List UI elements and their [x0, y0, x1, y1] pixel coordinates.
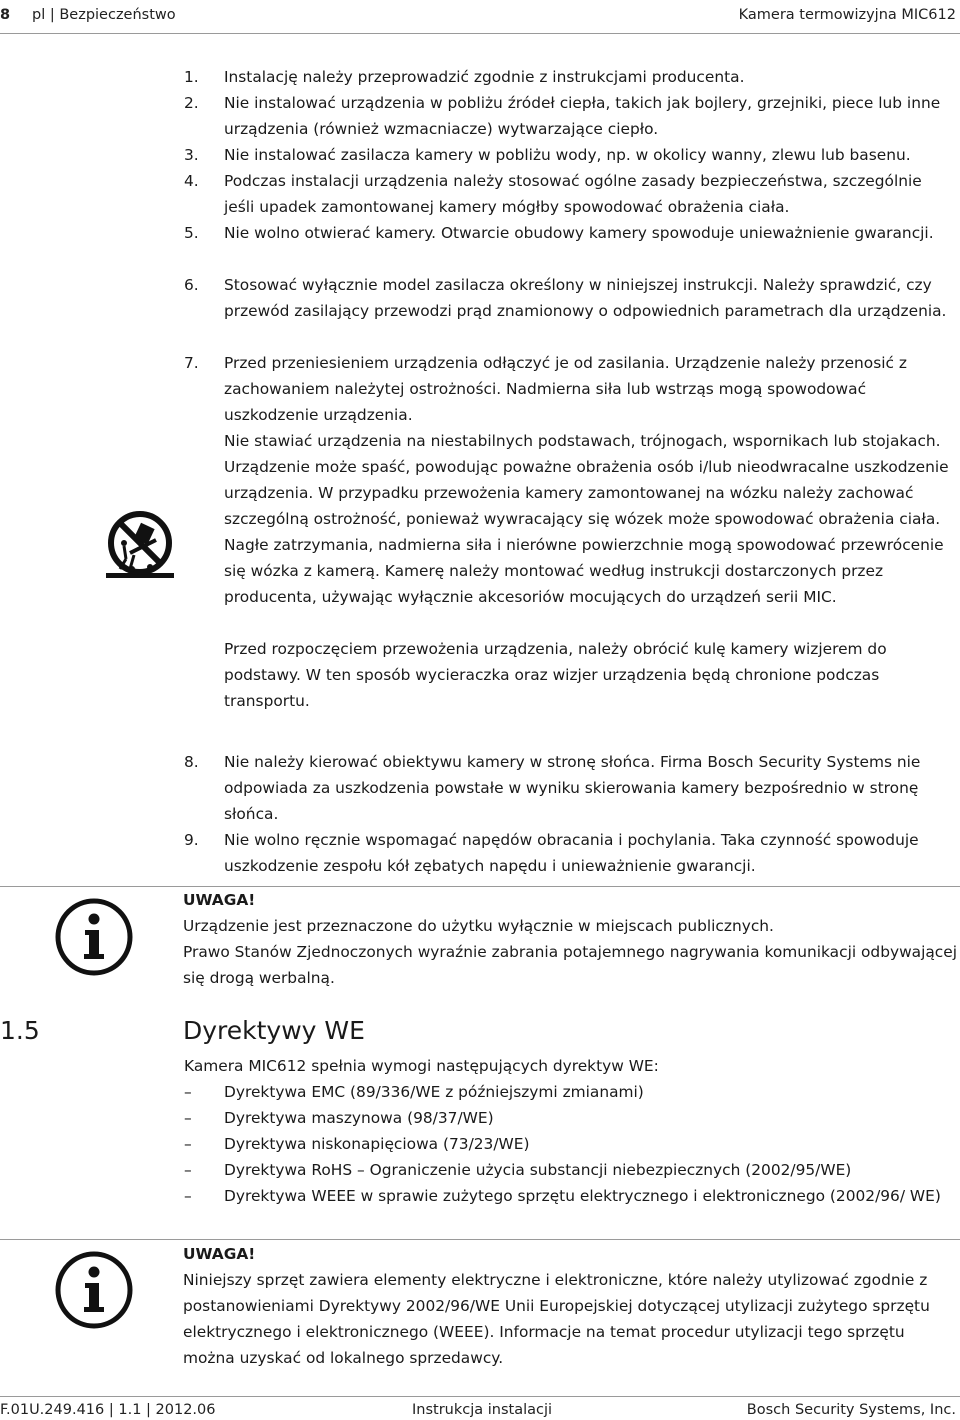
dash-bullet: –	[184, 1135, 192, 1153]
dash-bullet: –	[184, 1109, 192, 1127]
note-title: UWAGA!	[183, 1245, 256, 1263]
note-text: Prawo Stanów Zjednoczonych wyraźnie zabrania potajemnego nagrywania komunikacji odbywającej się drogą werbalną.	[183, 943, 958, 987]
note-rule	[0, 886, 960, 887]
footer-doc-type: Instrukcja instalacji	[412, 1402, 553, 1418]
list-text: Nie wolno ręcznie wspomagać napędów obracania i pochylania. Taka czynność spowoduje uszkodzenie zespołu kół zębatych napędu i unieważnienie gwarancji.	[224, 831, 919, 875]
list-number: 9.	[184, 831, 199, 849]
section-number: 1.5	[0, 1016, 40, 1045]
list-text: Dyrektywa maszynowa (98/37/WE)	[224, 1109, 494, 1127]
list-text: Dyrektywa EMC (89/336/WE z późniejszymi zmianami)	[224, 1083, 644, 1101]
list-text: Nie instalować zasilacza kamery w pobliżu wody, np. w okolicy wanny, zlewu lub basenu.	[224, 146, 911, 164]
cart-warning-paragraph: Nie stawiać urządzenia na niestabilnych podstawach, trójnogach, wspornikach lub stojakach. Urządzenie może spaść, powodując poważne obrażenia osób i/lub nieodwracalne uszkodzenie urządzenia. W przypadku przewożenia kamery zamontowanej na wózku należy zachować szczególną ostrożność, ponieważ wywracający się wózek może spowodować obrażenia ciała. Nagłe zatrzymania, nadmierna siła i nierówne powierzchnie mogą spowodować przewrócenie się wózka z kamerą. Kamerę należy montować według instrukcji dostarczonych przez producenta, używając wyłącznie akcesoriów mocujących do urządzeń serii MIC.	[224, 432, 949, 606]
footer-company: Bosch Security Systems, Inc.	[746, 1402, 956, 1418]
dash-bullet: –	[184, 1187, 192, 1205]
list-number: 8.	[184, 753, 199, 771]
section-intro: Kamera MIC612 spełnia wymogi następujących dyrektyw WE:	[184, 1057, 659, 1075]
list-text: Przed przeniesieniem urządzenia odłączyć je od zasilania. Urządzenie należy przenosić z zachowaniem należytej ostrożności. Nadmierna siła lub wstrząs mogą spowodować uszkodzenie urządzenia.	[224, 354, 907, 424]
list-text: Podczas instalacji urządzenia należy stosować ogólne zasady bezpieczeństwa, szczególnie jeśli upadek zamontowanej kamery mógłby spowodować obrażenia ciała.	[224, 172, 922, 216]
note-title: UWAGA!	[183, 891, 256, 909]
list-number: 2.	[184, 94, 199, 112]
list-text: Dyrektywa niskonapięciowa (73/23/WE)	[224, 1135, 530, 1153]
list-text: Nie instalować urządzenia w pobliżu źródeł ciepła, takich jak bojlery, grzejniki, piece lub inne urządzenia (również wzmacniacze) wytwarzające ciepło.	[224, 94, 941, 138]
cart-tip-warning-icon	[104, 509, 176, 581]
footer-doc-code: F.01U.249.416 | 1.1 | 2012.06	[0, 1402, 216, 1418]
list-number: 3.	[184, 146, 199, 164]
list-text: Nie wolno otwierać kamery. Otwarcie obudowy kamery spowoduje unieważnienie gwarancji.	[224, 224, 934, 242]
transport-paragraph: Przed rozpoczęciem przewożenia urządzenia, należy obrócić kulę kamery wizjerem do podstawy. W ten sposób wycieraczka oraz wizjer urządzenia będą chronione podczas transportu.	[224, 640, 887, 710]
header-doc-title: Kamera termowizyjna MIC612	[738, 7, 956, 23]
list-number: 5.	[184, 224, 199, 242]
info-icon	[54, 1250, 134, 1330]
list-number: 1.	[184, 68, 199, 86]
dash-bullet: –	[184, 1161, 192, 1179]
list-number: 6.	[184, 276, 199, 294]
list-text: Dyrektywa RoHS – Ograniczenie użycia substancji niebezpiecznych (2002/95/WE)	[224, 1161, 852, 1179]
list-text: Dyrektywa WEEE w sprawie zużytego sprzętu elektrycznego i elektronicznego (2002/96/ WE)	[224, 1187, 941, 1205]
header-rule	[0, 33, 960, 34]
list-text: Nie należy kierować obiektywu kamery w stronę słońca. Firma Bosch Security Systems nie odpowiada za uszkodzenia powstałe w wyniku skierowania kamery bezpośrednio w stronę słońca.	[224, 753, 921, 823]
note-text: Urządzenie jest przeznaczone do użytku wyłącznie w miejscach publicznych.	[183, 917, 774, 935]
list-text: Instalację należy przeprowadzić zgodnie z instrukcjami producenta.	[224, 68, 745, 86]
list-number: 7.	[184, 354, 199, 372]
info-icon	[54, 897, 134, 977]
note-text: Niniejszy sprzęt zawiera elementy elektryczne i elektroniczne, które należy utylizować zgodnie z postanowieniami Dyrektywy 2002/96/WE Unii Europejskiej dotyczącej utylizacji zużytego sprzętu elektrycznego i elektronicznego (WEEE). Informacje na temat procedur utylizacji tego sprzętu można uzyskać od lokalnego sprzedawcy.	[183, 1271, 930, 1367]
list-text: Stosować wyłącznie model zasilacza określony w niniejszej instrukcji. Należy sprawdzić, czy przewód zasilający przewodzi prąd znamionowy o odpowiednich parametrach dla urządzenia.	[224, 276, 947, 320]
dash-bullet: –	[184, 1083, 192, 1101]
list-number: 4.	[184, 172, 199, 190]
note-rule	[0, 1239, 960, 1240]
section-title: Dyrektywy WE	[183, 1016, 365, 1045]
page-number: 8	[0, 7, 11, 23]
footer-rule	[0, 1396, 960, 1397]
header-section: pl | Bezpieczeństwo	[32, 7, 176, 23]
